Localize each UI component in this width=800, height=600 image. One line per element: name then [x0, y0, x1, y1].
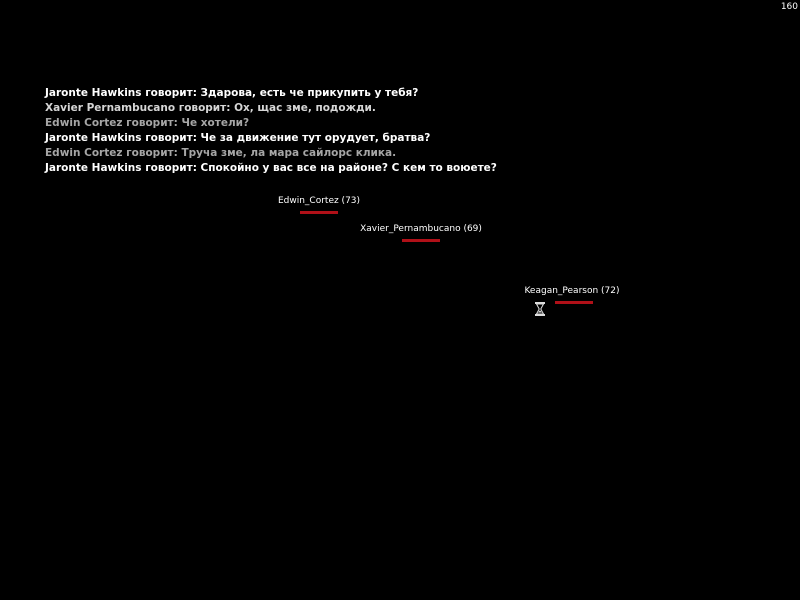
player-nametag	[264, 196, 374, 215]
health-bar	[554, 300, 594, 305]
hourglass-icon	[535, 301, 545, 315]
health-bar-fill	[300, 211, 338, 214]
chat-line: Xavier Pernambucano говорит: Ох, щас зме, подожди.	[45, 102, 376, 114]
player-name: Xavier_Pernambucano (69)	[360, 224, 482, 234]
chat-line: Edwin Cortez говорит: Че хотели?	[45, 117, 250, 129]
player-name: Edwin_Cortez (73)	[277, 196, 361, 206]
chat-line: Jaronte Hawkins говорит: Здарова, есть че прикупить у тебя?	[45, 87, 419, 99]
health-bar	[401, 238, 441, 243]
chat-log	[45, 86, 497, 176]
fps-counter: 160	[780, 2, 798, 12]
player-name: Keagan_Pearson (72)	[524, 286, 620, 296]
health-bar-fill	[402, 239, 440, 242]
health-bar-fill	[555, 301, 593, 304]
chat-line: Jaronte Hawkins говорит: Спокойно у вас все на районе? С кем то воюете?	[45, 162, 497, 174]
player-nametag	[510, 286, 634, 305]
player-nametag	[346, 224, 496, 243]
health-bar	[299, 210, 339, 215]
chat-line: Edwin Cortez говорит: Труча зме, ла мара сайлорс клика.	[45, 147, 397, 159]
chat-line: Jaronte Hawkins говорит: Че за движение тут орудует, братва?	[45, 132, 431, 144]
